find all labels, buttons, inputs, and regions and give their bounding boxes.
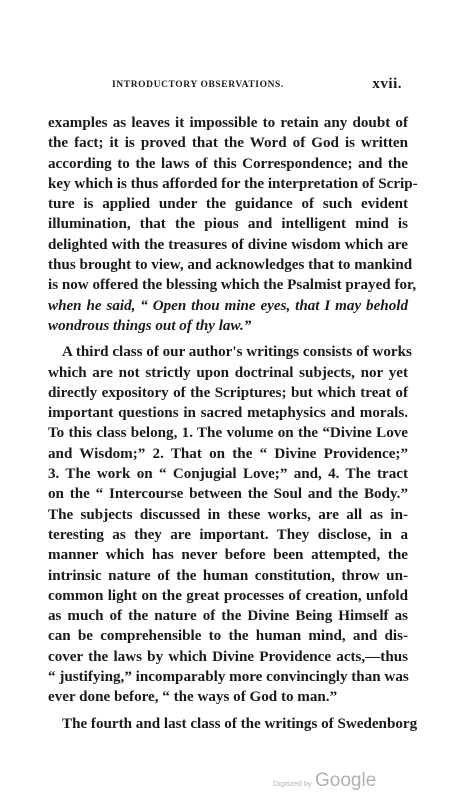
text-line: The subjects discussed in these works, are all as in- <box>48 506 408 523</box>
running-head <box>112 76 402 96</box>
text-line: as much of the nature of the Divine Being Himself as <box>48 608 408 625</box>
running-title: INTRODUCTORY OBSERVATIONS. <box>112 80 284 90</box>
text-line: teresting as they are important. They disclose, in a <box>48 526 408 543</box>
text-line: cover the laws by which Divine Providence acts,—thus <box>48 648 408 665</box>
body-text <box>48 113 418 734</box>
digitized-watermark <box>273 770 383 792</box>
text-line: common light on the great processes of creation, unfold <box>48 587 408 604</box>
text-line: illumination, that the pious and intelligent mind is <box>48 216 408 233</box>
text-line: ever done before, “ the ways of God to man.” <box>48 689 338 706</box>
text-line: important questions in sacred metaphysics and morals. <box>48 405 408 422</box>
text-line: The fourth and last class of the writings of Swedenborg <box>62 715 418 732</box>
text-line: is now offered the blessing which the Psalmist prayed for, <box>48 277 417 294</box>
text-line: according to the laws of this Correspondence; and the <box>48 155 408 172</box>
text-line: wondrous things out of thy law.” <box>48 317 252 334</box>
text-line: A third class of our author's writings consists of works <box>62 344 412 361</box>
text-line: which are not strictly upon doctrinal subjects, nor yet <box>48 364 408 381</box>
watermark-prefix: Digitized by <box>273 779 312 788</box>
text-line: To this class belong, 1. The volume on the “Divine Love <box>48 425 408 442</box>
google-logo: Google <box>315 770 377 791</box>
page-number: xvii. <box>372 76 402 92</box>
text-line: and Wisdom;” 2. That on the “ Divine Providence;” <box>48 445 408 462</box>
text-line: thus brought to view, and acknowledges that to mankind <box>48 257 413 274</box>
text-line: examples as leaves it impossible to retain any doubt of <box>48 115 408 131</box>
text-line: the fact; it is proved that the Word of God is written <box>48 135 408 152</box>
text-line: when he said, “ Open thou mine eyes, that I may behold <box>48 297 408 314</box>
text-line: intrinsic nature of the human constitution, throw un- <box>48 567 408 584</box>
text-line: manner which has never before been attempted, the <box>48 547 408 564</box>
text-line: key which is thus afforded for the interpretation of Scrip- <box>48 175 418 192</box>
text-line: “ justifying,” incomparably more convincingly than was <box>48 669 409 686</box>
text-line: ture is applied under the guidance of such evident <box>48 196 408 213</box>
text-line: on the “ Intercourse between the Soul and the Body.” <box>48 486 408 503</box>
text-line: delighted with the treasures of divine wisdom which are <box>48 236 408 253</box>
text-line: can be comprehensible to the human mind, and dis- <box>48 628 408 645</box>
text-line: directly expository of the Scriptures; but which treat of <box>48 384 408 401</box>
text-line: 3. The work on “ Conjugial Love;” and, 4. The tract <box>48 466 408 483</box>
